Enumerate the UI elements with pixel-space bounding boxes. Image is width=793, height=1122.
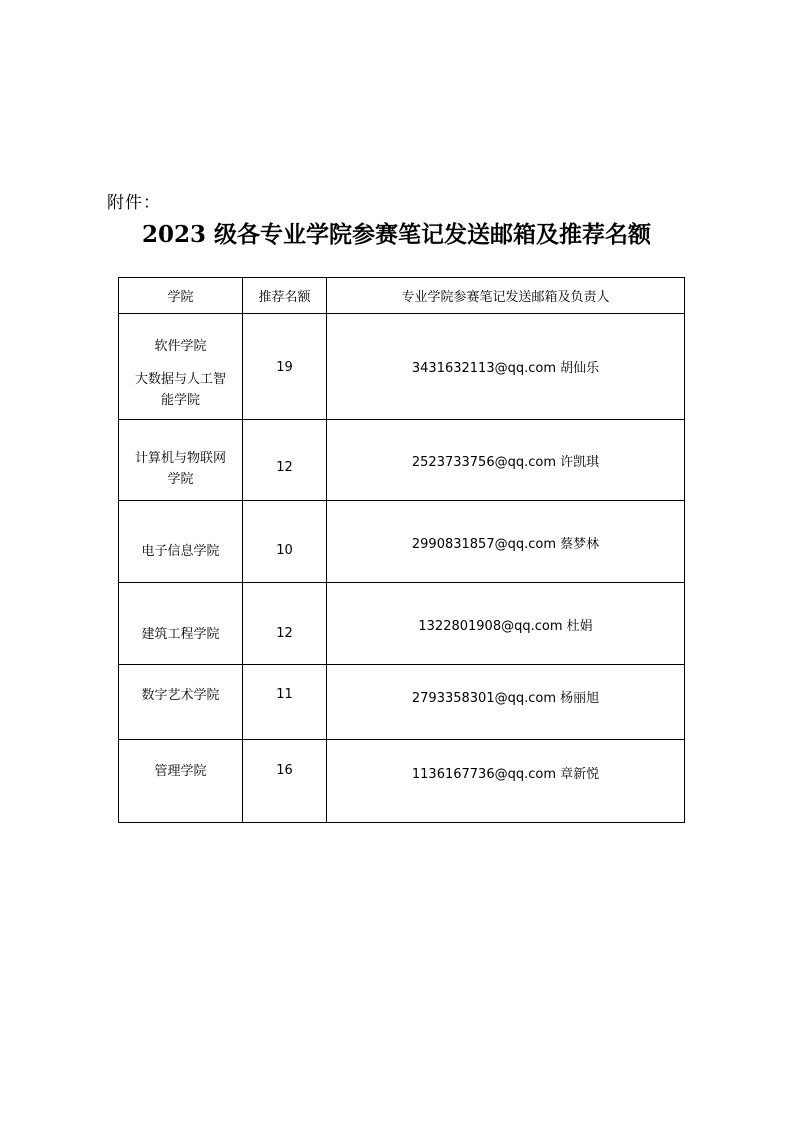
- college-cell: [119, 501, 243, 583]
- college-name: 管理学院: [154, 764, 207, 779]
- college-name: 数字艺术学院: [141, 688, 220, 703]
- college-cell: [119, 740, 243, 823]
- document-title: 2023 级各专业学院参赛笔记发送邮箱及推荐名额: [141, 221, 652, 248]
- table-row: [119, 583, 685, 665]
- college-cell: [119, 583, 243, 665]
- college-name: 建筑工程学院: [141, 627, 220, 642]
- header-contact: 专业学院参赛笔记发送邮箱及负责人: [327, 278, 685, 314]
- table-header-row: [119, 278, 685, 314]
- contact-cell: 1136167736@qq.com 章新悦: [327, 740, 685, 823]
- quota-cell: 11: [243, 665, 327, 740]
- quota-cell: 12: [243, 583, 327, 665]
- college-cell: [119, 665, 243, 740]
- college-name: 能学院: [160, 393, 200, 408]
- contact-cell: 3431632113@qq.com 胡仙乐: [327, 314, 685, 420]
- college-cell: [119, 314, 243, 420]
- contact-cell: 2793358301@qq.com 杨丽旭: [327, 665, 685, 740]
- college-cell: [119, 420, 243, 501]
- quota-cell: 16: [243, 740, 327, 823]
- contact-cell: 2990831857@qq.com 蔡梦林: [327, 501, 685, 583]
- college-name: 大数据与人工智: [134, 372, 226, 387]
- college-name: 软件学院: [154, 339, 207, 354]
- header-college: 学院: [119, 278, 243, 314]
- table-row: [119, 420, 685, 501]
- contact-cell: 1322801908@qq.com 杜娟: [327, 583, 685, 665]
- college-name: 计算机与物联网: [134, 451, 226, 466]
- nomination-table: [118, 277, 685, 823]
- quota-cell: 19: [243, 314, 327, 420]
- table-row: [119, 740, 685, 823]
- table-row: [119, 501, 685, 583]
- table-row: [119, 665, 685, 740]
- header-quota: 推荐名额: [243, 278, 327, 314]
- college-name: 学院: [167, 472, 194, 487]
- quota-cell: 12: [243, 420, 327, 501]
- quota-cell: 10: [243, 501, 327, 583]
- attachment-label: 附件：: [107, 193, 161, 213]
- table-row: [119, 314, 685, 420]
- college-name: 电子信息学院: [141, 544, 220, 559]
- contact-cell: 2523733756@qq.com 许凯琪: [327, 420, 685, 501]
